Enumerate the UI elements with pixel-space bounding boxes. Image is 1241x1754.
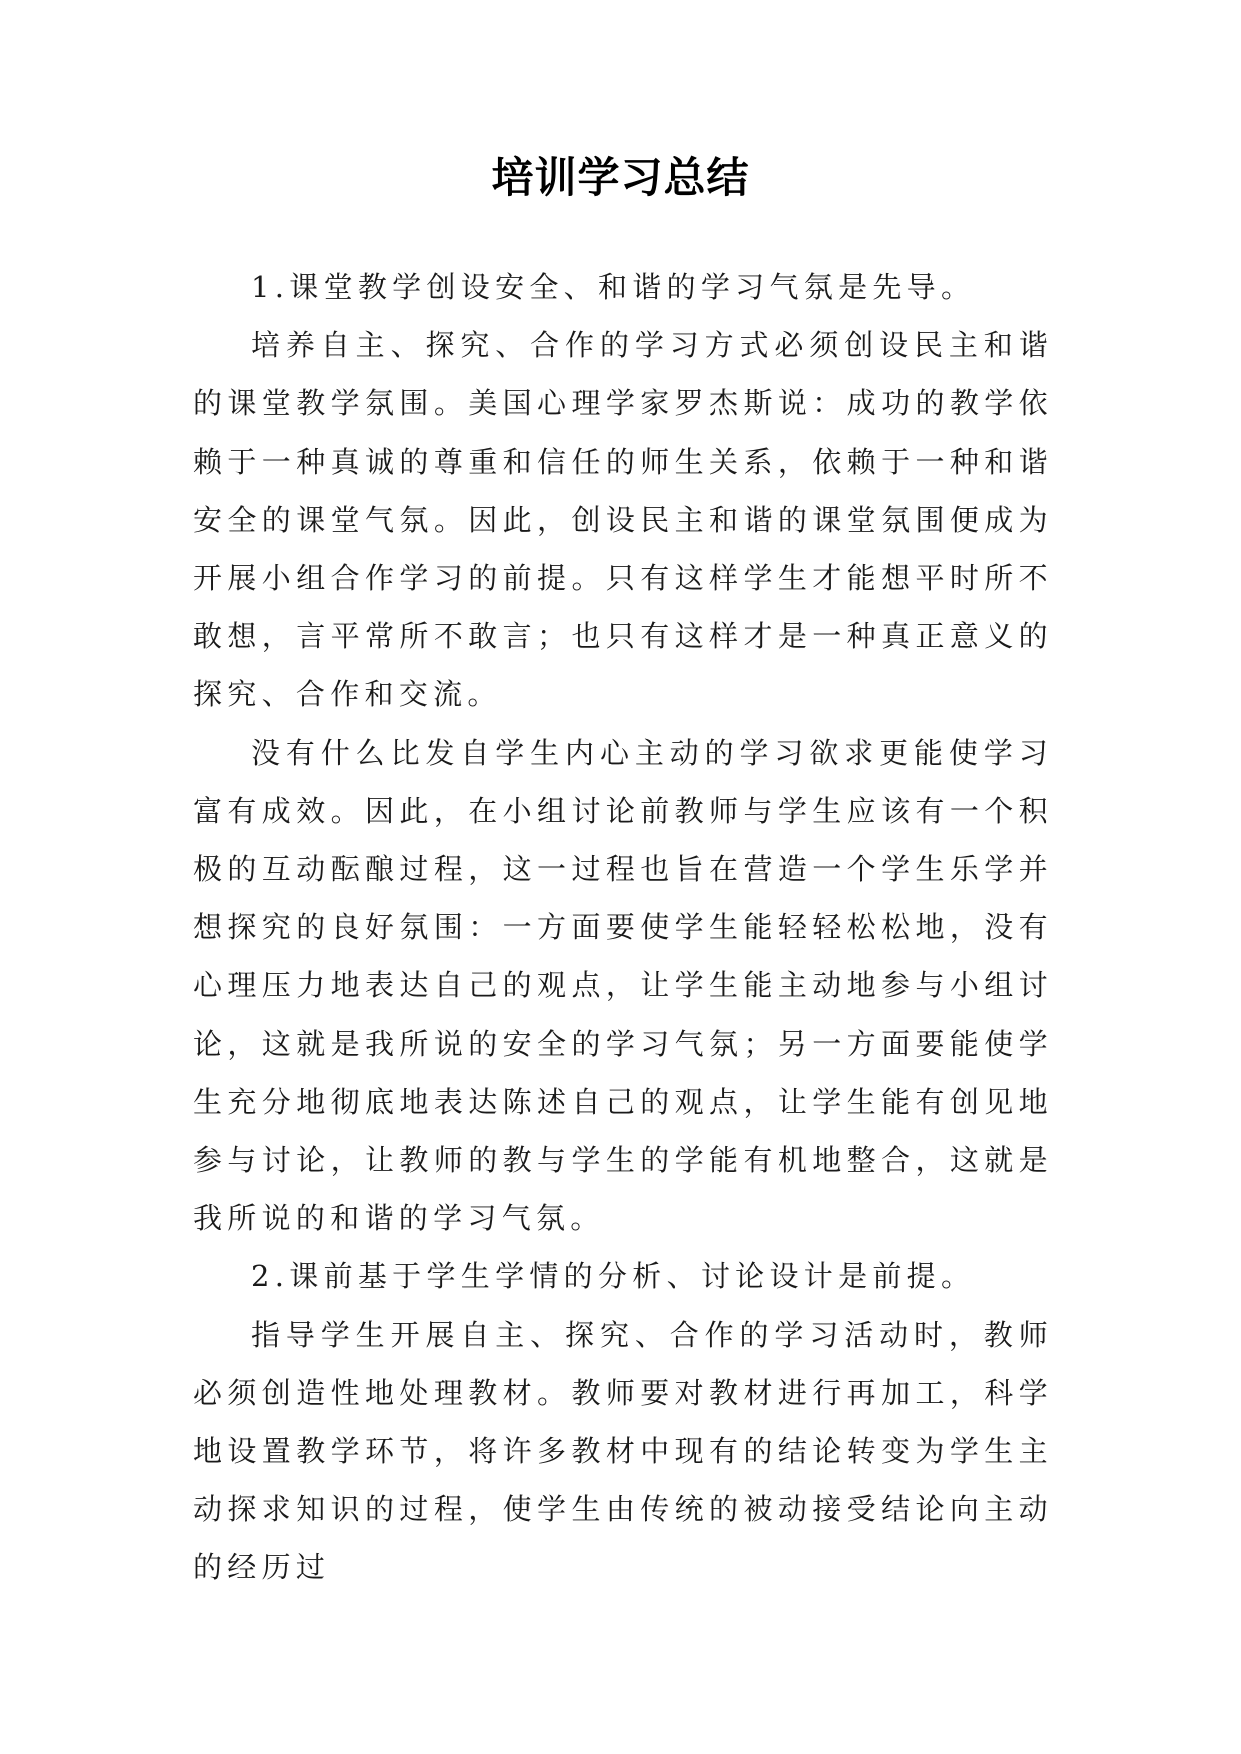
paragraph-2: 没有什么比发自学生内心主动的学习欲求更能使学习富有成效。因此，在小组讨论前教师与学生应该有一个积极的互动酝酿过程，这一过程也旨在营造一个学生乐学并想探究的良好氛围：一方面要使学生能轻轻松松地，没有心理压力地表达自己的观点，让学生能主动地参与小组讨论，这就是我所说的安全的学习气氛；另一方面要能使学生充分地彻底地表达陈述自己的观点，让学生能有创见地参与讨论，让教师的教与学生的学能有机地整合，这就是我所说的和谐的学习气氛。	[193, 735, 1053, 1236]
section-heading-2: 2.课前基于学生学情的分析、讨论设计是前提。	[251, 1259, 976, 1294]
section-heading-1: 1.课堂教学创设安全、和谐的学习气氛是先导。	[251, 270, 976, 304]
document-body	[193, 258, 1053, 1597]
paragraph-3: 指导学生开展自主、探究、合作的学习活动时，教师必须创造性地处理教材。教师要对教材进行再加工，科学地设置教学环节，将许多教材中现有的结论转变为学生主动探求知识的过程，使学生由传统的被动接受结论向主动的经历过	[193, 1317, 1053, 1585]
paragraph-1: 培养自主、探究、合作的学习方式必须创设民主和谐的课堂教学氛围。美国心理学家罗杰斯说：成功的教学依赖于一种真诚的尊重和信任的师生关系，依赖于一种和谐安全的课堂气氛。因此，创设民主和谐的课堂氛围便成为开展小组合作学习的前提。只有这样学生才能想平时所不敢想，言平常所不敢言；也只有这样才是一种真正意义的探究、合作和交流。	[193, 328, 1053, 712]
document-title: 培训学习总结	[491, 153, 750, 202]
